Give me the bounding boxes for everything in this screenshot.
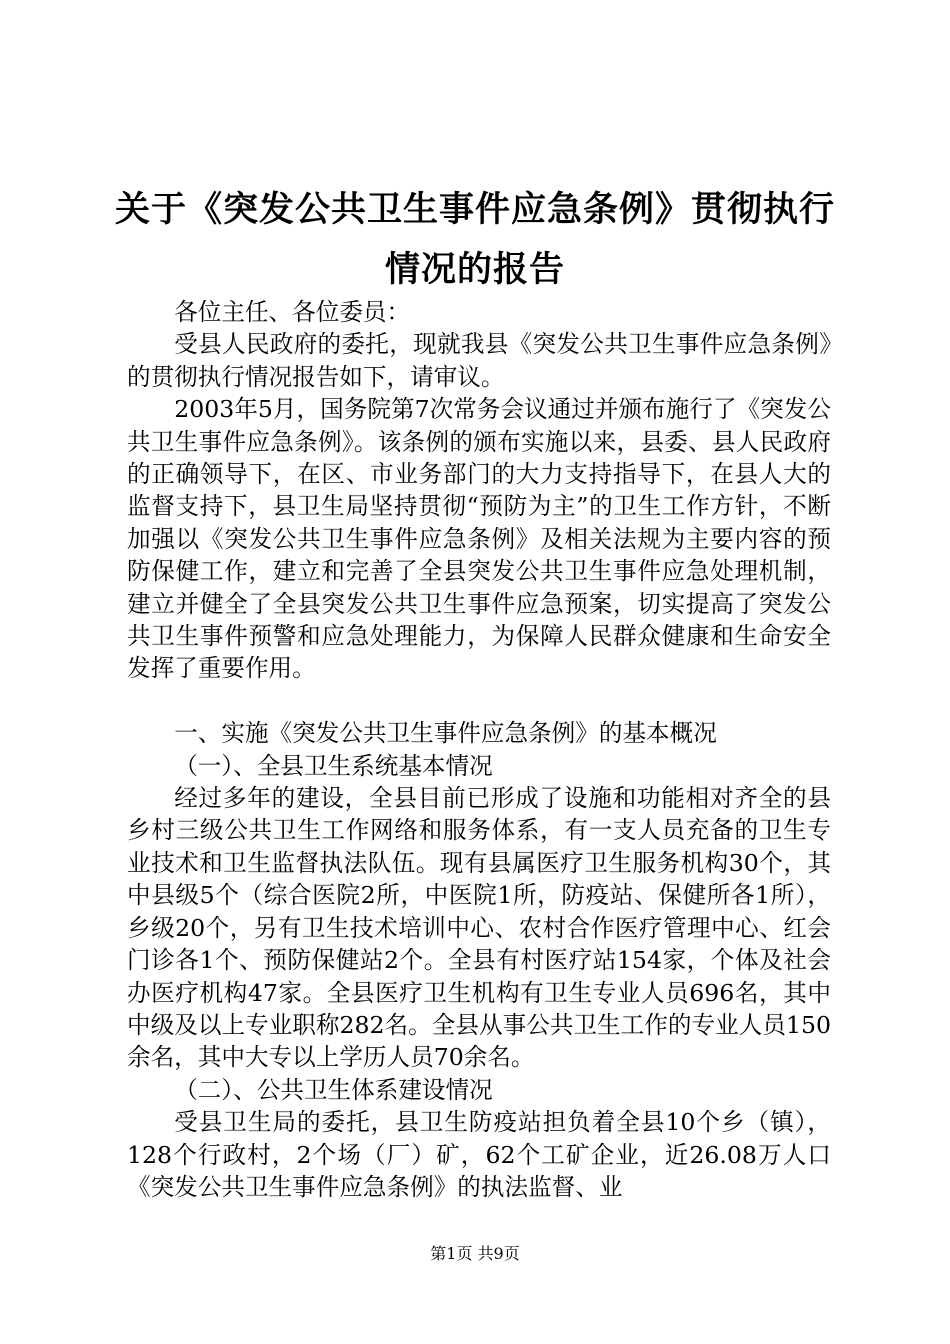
blank-line	[127, 685, 831, 717]
background-paragraph: 2003年5月，国务院第7次常务会议通过并颁布施行了《突发公共卫生事件应急条例》。该条例的颁布实施以来，县委、县人民政府的正确领导下，在区、市业务部门的大力支持指导下，在县人大的监督支持下，县卫生局坚持贯彻“预防为主”的卫生工作方针，不断加强以《突发公共卫生事件应急条例》及相关法规为主要内容的预防保健工作，建立和完善了全县突发公共卫生事件应急处理机制，建立并健全了全县突发公共卫生事件应急预案，切实提高了突发公共卫生事件预警和应急处理能力，为保障人民群众健康和生命安全发挥了重要作用。	[127, 395, 831, 683]
subsection-paragraph: 经过多年的建设，全县目前已形成了设施和功能相对齐全的县乡村三级公共卫生工作网络和服务体系，有一支人员充备的卫生专业技术和卫生监督执法队伍。现有县属医疗卫生服务机构30个，其中县级5个（综合医院2所，中医院1所，防疫站、保健所各1所），乡级20个，另有卫生技术培训中心、农村合作医疗管理中心、红会门诊各1个、预防保健站2个。全县有村医疗站154家，个体及社会办医疗机构47家。全县医疗卫生机构有卫生专业人员696名，其中中级及以上专业职称282名。全县从事公共卫生工作的专业人员150余名，其中大专以上学历人员70余名。	[127, 784, 831, 1072]
salutation: 各位主任、各位委员：	[174, 298, 411, 326]
document-title-line-1: 关于《突发公共卫生事件应急条例》贯彻执行	[114, 190, 835, 230]
document-body	[127, 296, 831, 1203]
section-heading: 一、实施《突发公共卫生事件应急条例》的基本概况	[174, 719, 717, 748]
intro-paragraph: 受县人民政府的委托，现就我县《突发公共卫生事件应急条例》的贯彻执行情况报告如下，请审议。	[127, 330, 831, 391]
subsection-heading: （二）、公共卫生体系建设情况	[174, 1075, 493, 1104]
subsection-heading: （一）、全县卫生系统基本情况	[174, 751, 493, 780]
page-number: 第1页 共9页	[430, 1244, 520, 1263]
document-title-line-2: 情况的报告	[384, 250, 565, 290]
subsection-paragraph: 受县卫生局的委托，县卫生防疫站担负着全县10个乡（镇），128个行政村，2个场（厂）矿，62个工矿企业，近26.08万人口《突发公共卫生事件应急条例》的执法监督、业	[127, 1108, 831, 1201]
